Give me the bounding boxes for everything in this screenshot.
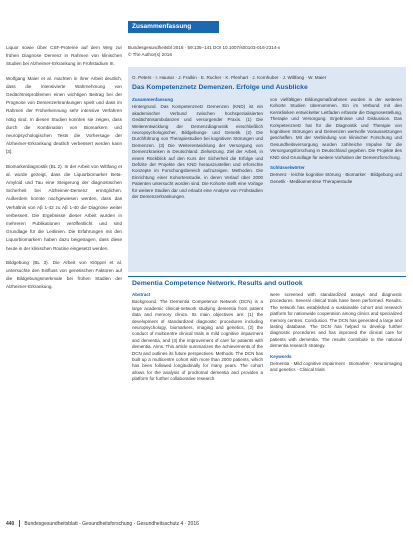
english-abstract-text-1: Background. The Dementia Competence Network (DCN) is a large academic clinical-network studying dementia from patient data and memory clinics. Its main objectives are: (1) the development of standardized diagnostic procedures including neuropsychology, biomarkers, imaging and genetics, (2) the conduct of multicentre clinical trials in mild cognitive impairment and dementia, and (3) the improvement of care for patients with dementia. Aims. This article summarizes the achievements of the DCN and outlines its future perspectives. Methods. The DCN has built up a multicentre cohort with more than 2000 patients, which has been followed longitudinally for many years. The cohort allows for the analysis of prodromal dementia and provides a platform for further collaborative research. xyxy=(132,299,263,382)
author-list: G. Peters · I. Hausar · J. Fraikin · E. Rucher · K. Plenhart · J. Kornhuber · J. Wiltfang · W. Maier xyxy=(132,75,327,80)
english-abstract-box xyxy=(128,278,406,516)
german-abstract-text-1: Hintergrund. Das Kompetenznetz Demenzen (KND) ist ein akademischer Verbund zwischen hochspezialisierten Gedächtnisambulanzen und versorgender Praxis. (1) Die Weiterentwicklung der Demenzdiagnostik einschließlich neuropsychologischer, Bildgebungs- und Genetik. (2) Die Durchführung von Therapiestudien bei kognitiven Störungen und Demenzen. (3) Die Weiterentwicklung der Versorgung von Demenzkranken in Deutschland. Zielsetzung. Ziel der Arbeit, in einem Rückblick auf den Kurs der Sicherheit die Erfolge und Defizite der Projekte des KND herauszustellen und erforschte Konzepte im Forschungsbereich aufzuzeigen. Methoden. Die Einrichtung einer Kohortenstudie, in deren Verlauf über 2000 Patienten untersucht worden sind. Die Kohorte stellt eine Vorlage für weitere Studien dar und erlaubt eine Analyse von Frühstadien der Demenzerkrankungen. xyxy=(132,104,263,200)
english-section-heading: Abstract xyxy=(132,292,151,297)
german-col-1 xyxy=(132,97,263,269)
german-title: Das Kompetenznetz Demenzen. Erfolge und Ausblicke xyxy=(132,84,308,91)
german-section-heading: Zusammenfassung xyxy=(132,97,174,102)
english-title: Dementia Competence Network. Results and outlook xyxy=(132,280,303,287)
footer-divider xyxy=(19,520,20,527)
english-keywords-heading: Keywords xyxy=(270,353,292,359)
left-paragraph: Bildgebung (BL 3). Die Arbeit von Klöppel et al. untersuchte den Einfluss von genetischen Faktoren auf die Bildgebungsmerkmale bei frühen Stadien der Alzheimer-Erkrankung. xyxy=(6,259,122,290)
german-abstract-box xyxy=(128,67,406,272)
english-col-1 xyxy=(132,292,263,514)
german-abstract-text-2: von vielfältigen Bildungsmaßnahmen wurden in der weiteren Kohorte Studien übernommen. Ein im Verbund mit den Kernkliniken entwickelter Leitfaden erfasste die Diagnosestellung, Therapie und Versorgung. Ergebnisse und Diskussion. Das Kompetenznetz hat für die Diagnostik und Therapie von kognitiven Störungen und Demenzen wertvolle Voraussetzungen geschaffen. Mit der Verbindung von klinischer Forschung und Gesundheitsversorgung wurden zahlreiche Impulse für die Versorgungsforschung in Deutschland gegeben. Die Projekte des KND sind Grundlage für weitere Vorhaben der Demenzforschung. xyxy=(270,97,402,160)
journal-name: Bundesgesundheitsblatt - Gesundheitsforschung - Gesundheitsschutz 4 · 2016 xyxy=(24,521,199,527)
article-meta xyxy=(128,44,398,58)
left-paragraph: Wolfgang Maier et al. machten in ihrer Arbeit deutlich, dass die intensivierte Wahrnehmung von Gedächtnisproblemen einen wichtigen Beitrag bei der Prognose von Demenzerkrankungen spielt und dass im Rahmen der Früherkennung sehr intensive Verfahren nötig sind. In diesen Studien konnten sie zeigen, dass durch die Kombination von Biomarkern und neuropsychologischen Tests die Vorhersage der Alzheimer-Erkrankung deutlich verbessert werden kann [3]. xyxy=(6,75,122,155)
left-paragraph: Liquor sowie Über CSF-Proteine auf dem Weg zur frühen Diagnose Demenz in Rahmen von klinischen Studien bei Alzheimer-Erkrankung im Frühstadium III. xyxy=(6,45,122,67)
doi-line: Bundesgesundheitsbl 2016 · 59:135–141 DOI 10.1007/s00103-016-2314-x xyxy=(128,45,281,50)
left-paragraph: Biomarkerdiagnostik (BL 2). In der Arbeit von Wiltfang et al. wurde gezeigt, dass die Liquorbiomarker Beta-Amyloid und Tau eine Steigerung der diagnostischen Sicherheit bei Alzheimer-Demenz ermöglichen. Außerdem konnte nachgewiesen werden, dass das Verhältnis von Aβ 1-42 zu Aβ 1-40 die Diagnose weiter verbessert. Die Ergebnisse dieser Arbeit wurden in mehreren Publikationen veröffentlicht und sind Grundlage für die Leitlinien. Die Erfahrungen mit den Liquorbiomarkern haben dazu beigetragen, dass diese heute in der klinischen Routine eingesetzt werden. xyxy=(6,163,122,251)
copyright-line: © The Author(s) 2016 xyxy=(128,52,172,57)
section-divider xyxy=(128,276,406,277)
english-col-2 xyxy=(270,292,402,514)
german-keywords-heading: Schlüsselwörter xyxy=(270,165,305,171)
header-label-en: Abstract xyxy=(140,35,164,42)
german-col-2 xyxy=(270,97,402,269)
german-keywords: Demenz · leichte kognitive Störung · Biomarker · Bildgebung und Genetik · Medikamentöse Therapiestudie xyxy=(270,172,402,184)
header-label-de: Zusammenfassung xyxy=(132,23,192,30)
page-footer xyxy=(6,520,406,528)
english-abstract-text-2: were screened with standardized assays and diagnostic procedures. Several clinical trials have been performed. Results. The network has established a sustainable cohort and research platform for nationwide cooperation among clinics and specialized memory centres. Conclusion. The DCN has generated a large and lasting database. The DCN has helped to develop further diagnostic procedures and has improved the clinical care for patients with dementia. The results contribute to the national dementia research strategy. xyxy=(270,292,402,349)
page-number: 440 xyxy=(6,521,15,527)
abstract-header-label xyxy=(128,21,219,42)
english-keywords: Dementia · Mild cognitive impairment · Biomarker · Neuroimaging and genetics · Clinical trials xyxy=(270,361,402,373)
left-column-text xyxy=(6,44,122,516)
